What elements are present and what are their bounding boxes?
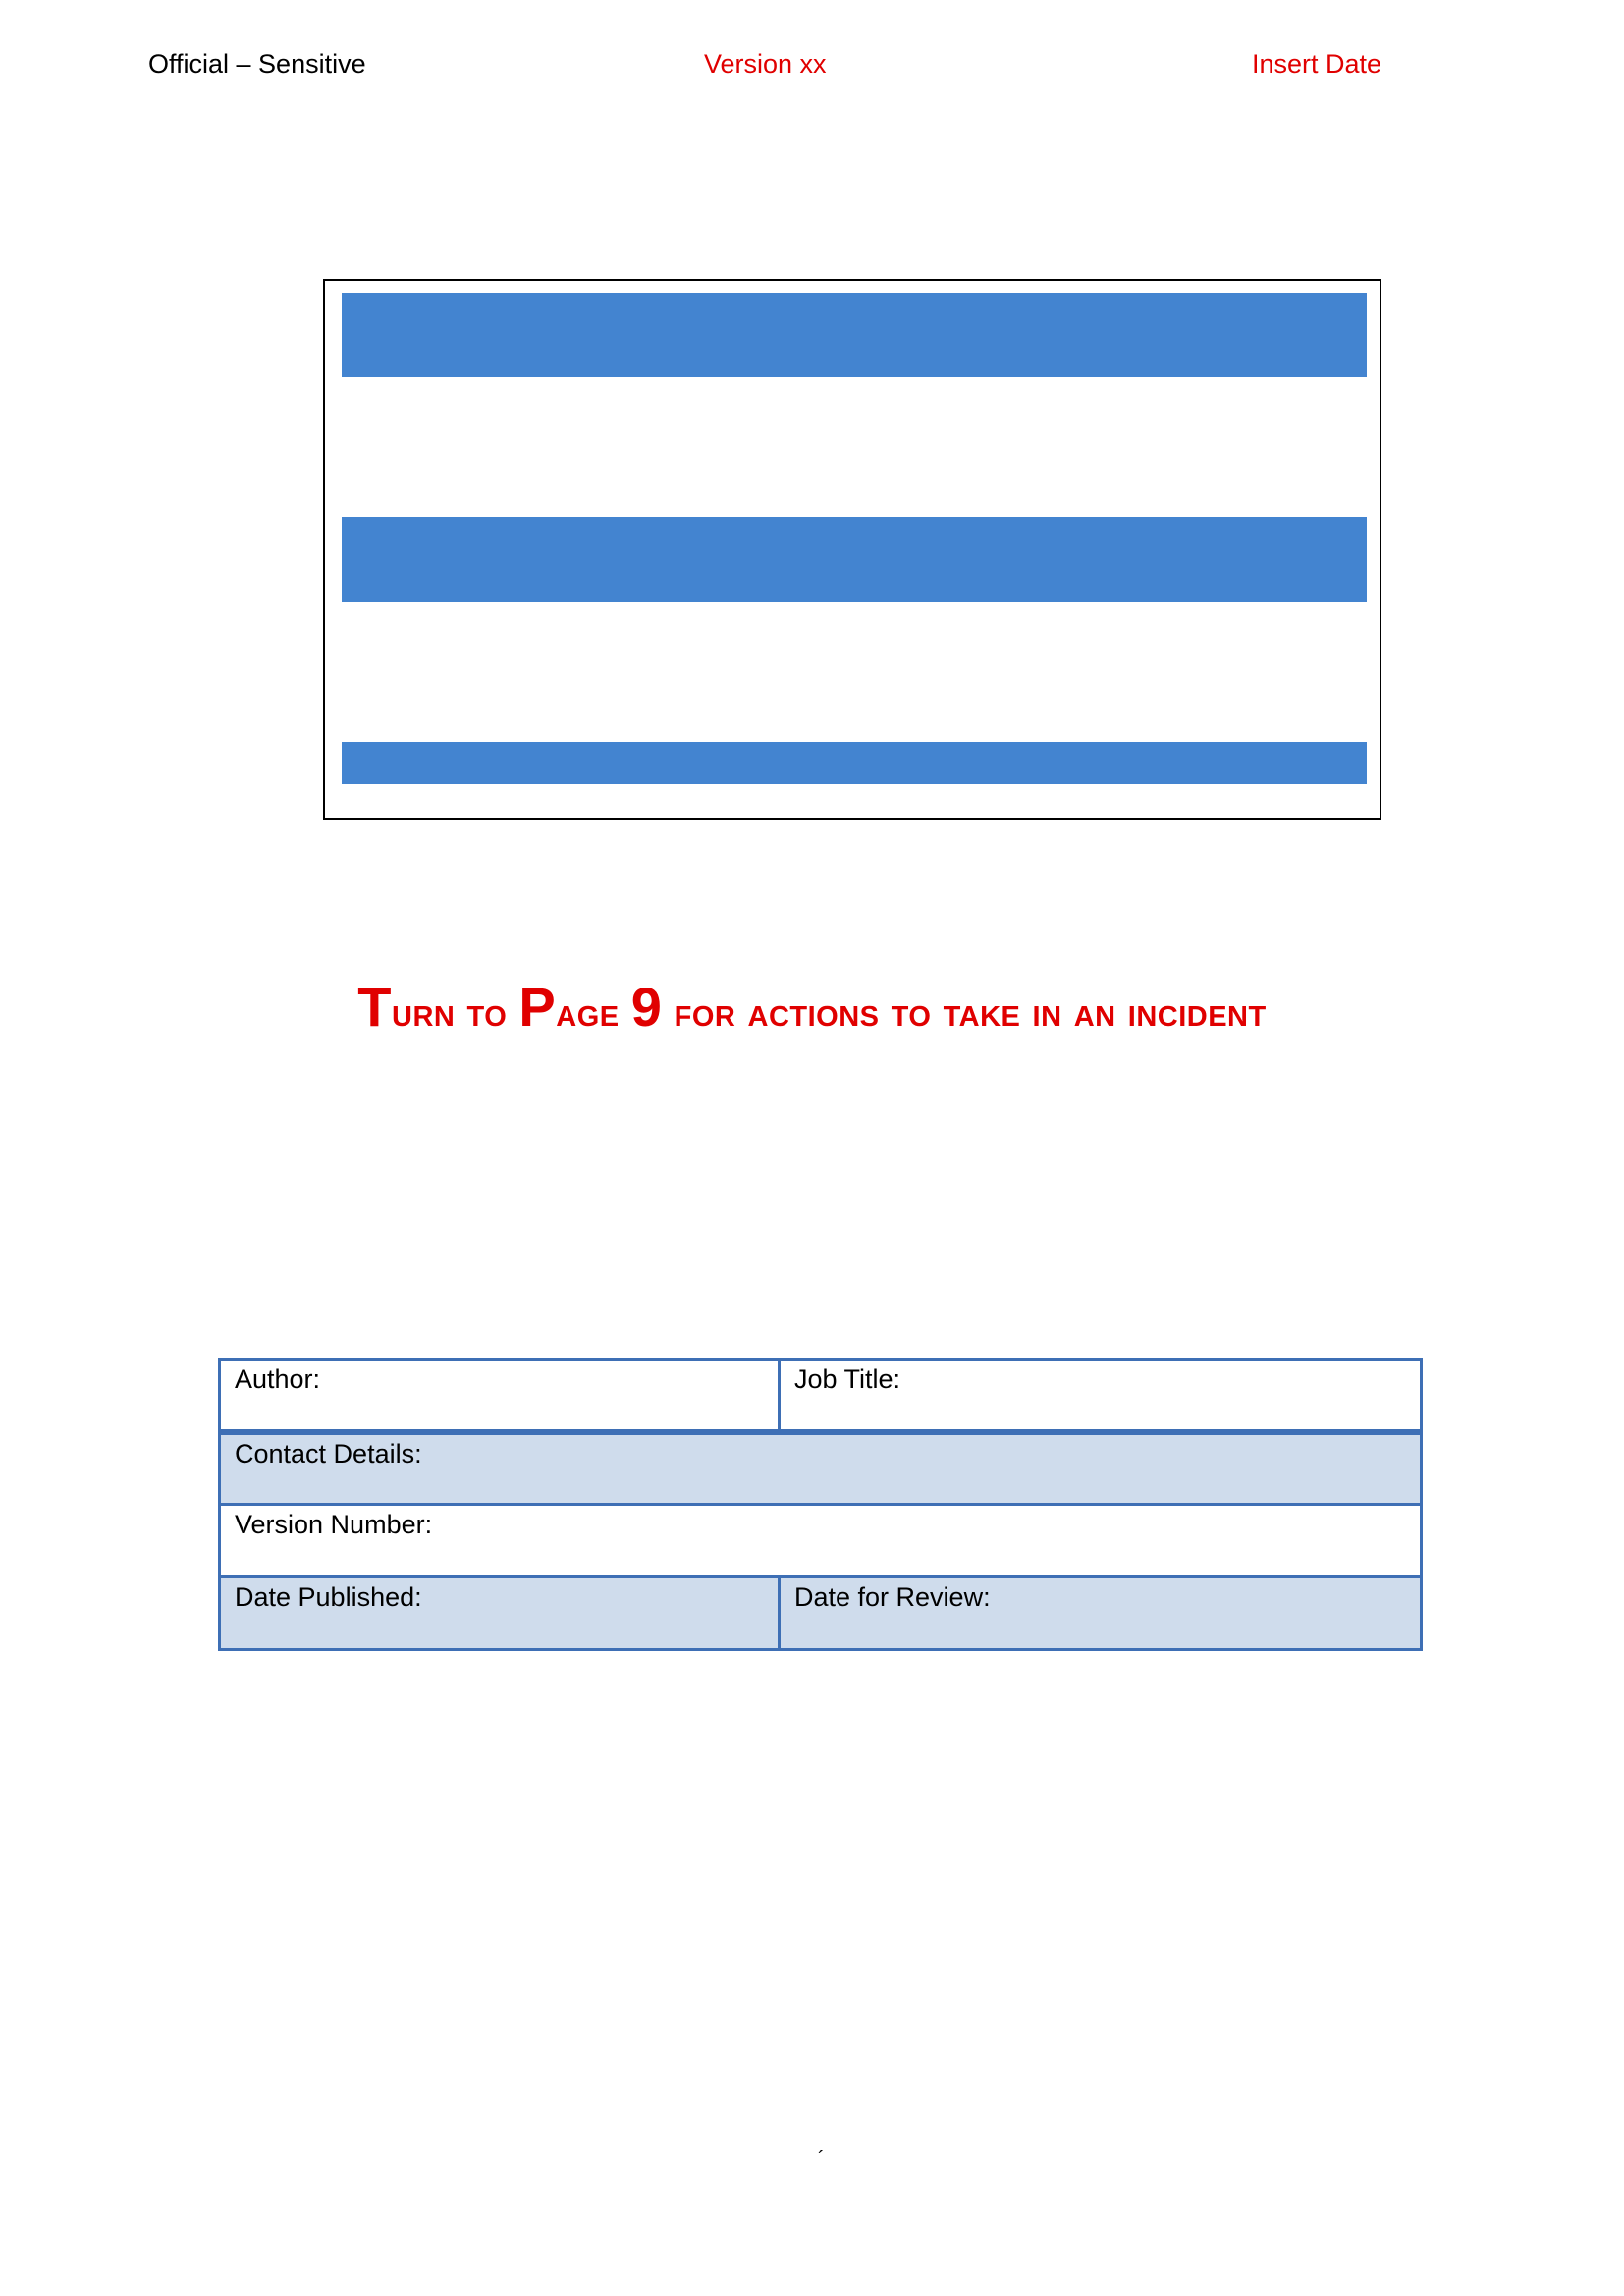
- job-title-label: Job Title:: [794, 1364, 901, 1394]
- table-row: [220, 1577, 1422, 1650]
- date-published-cell[interactable]: [220, 1577, 780, 1650]
- notice-part: T: [357, 976, 392, 1038]
- incident-notice: [0, 975, 1624, 1039]
- version-number-cell[interactable]: [220, 1505, 1422, 1577]
- table-row: [220, 1432, 1422, 1505]
- date-review-label: Date for Review:: [794, 1582, 991, 1612]
- author-cell[interactable]: [220, 1360, 780, 1432]
- title-band-top: [342, 293, 1367, 377]
- title-box: [323, 279, 1381, 820]
- title-band-bottom: [342, 742, 1367, 784]
- date-published-label: Date Published:: [235, 1582, 422, 1612]
- contact-details-cell[interactable]: [220, 1432, 1422, 1505]
- date-label: Insert Date: [1252, 49, 1382, 79]
- table-row: [220, 1360, 1422, 1432]
- document-info-table: [218, 1358, 1423, 1651]
- notice-part: 9: [630, 976, 663, 1038]
- contact-details-label: Contact Details:: [235, 1438, 422, 1468]
- version-label: Version xx: [704, 49, 827, 79]
- author-label: Author:: [235, 1364, 321, 1394]
- classification-label: Official – Sensitive: [148, 49, 366, 79]
- notice-part: age: [556, 988, 631, 1035]
- version-number-label: Version Number:: [235, 1510, 433, 1539]
- table-row: [220, 1505, 1422, 1577]
- title-band-middle: [342, 517, 1367, 602]
- notice-part: for actions to take in an incident: [662, 988, 1267, 1035]
- date-review-cell[interactable]: [780, 1577, 1422, 1650]
- job-title-cell[interactable]: [780, 1360, 1422, 1432]
- notice-part: P: [518, 976, 557, 1038]
- page-header: [0, 49, 1624, 88]
- footer-mark: ´: [818, 2148, 825, 2169]
- notice-part: urn to: [392, 988, 519, 1035]
